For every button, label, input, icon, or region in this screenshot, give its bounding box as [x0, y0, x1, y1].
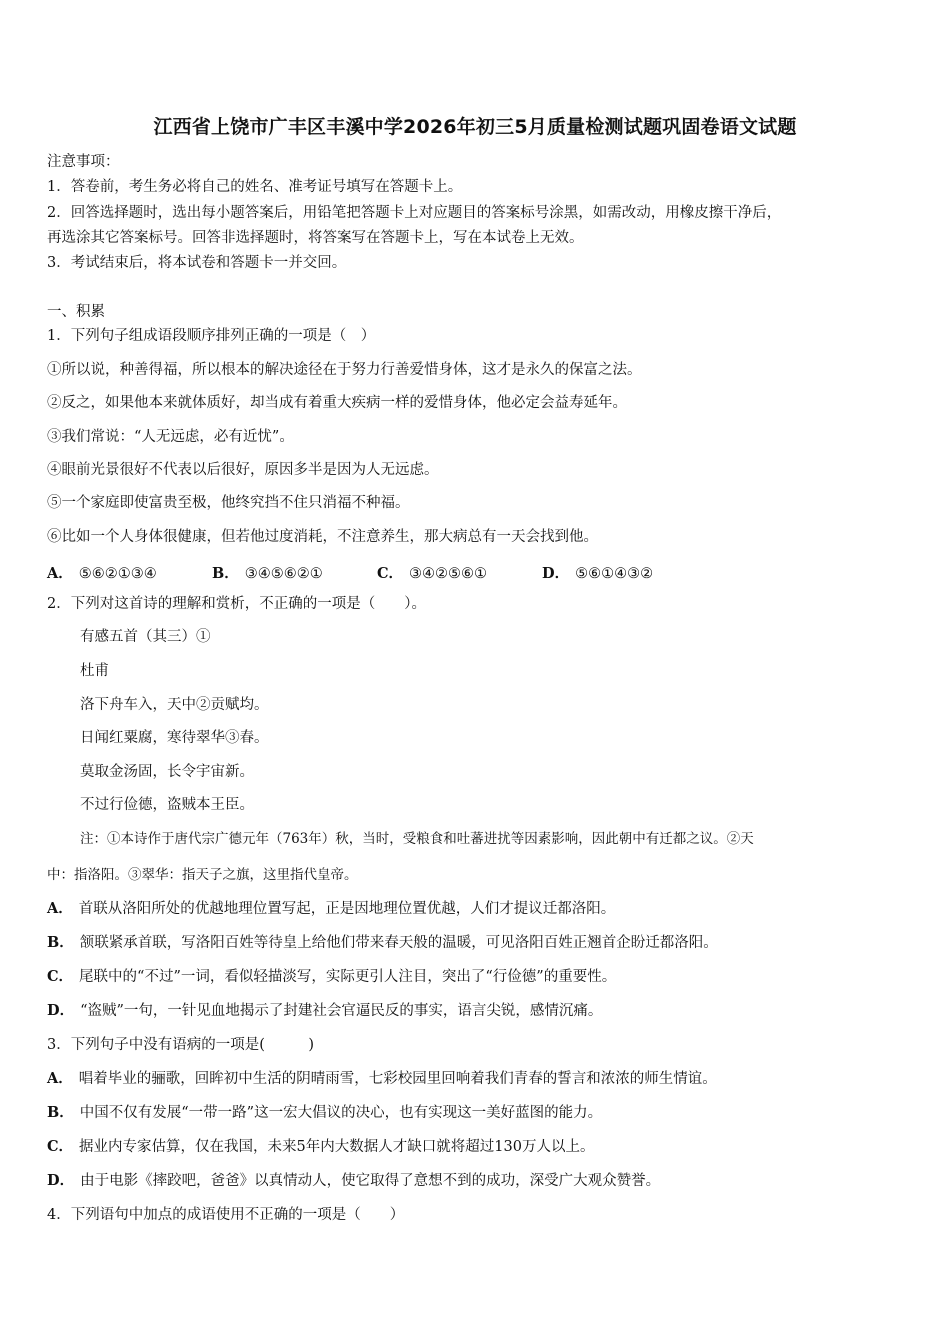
q2-option-b[interactable]: B． 颔联紧承首联，写洛阳百姓等待皇上给他们带来春天般的温暖，可见洛阳百姓正翘首企盼迁都洛阳。	[47, 934, 718, 951]
poem-line: 日闻红粟腐，寒待翠华③春。	[80, 730, 269, 746]
q1-sentence: ③我们常说：“人无远虑，必有近忧”。	[47, 429, 294, 445]
q2-option-a[interactable]: A． 首联从洛阳所处的优越地理位置写起，正是因地理位置优越，人们才提议迁都洛阳。	[47, 900, 616, 917]
q3-option-d[interactable]: D． 由于电影《摔跤吧，爸爸》以真情动人，使它取得了意想不到的成功，深受广大观众赞誉。	[47, 1172, 661, 1189]
poem-note: 注：①本诗作于唐代宗广德元年（763年）秋，当时，受粮食和吐蕃进扰等因素影响，因此朝中有迁都之议。②天	[80, 831, 754, 847]
q1-option-d[interactable]: D． ⑤⑥①④③②	[542, 565, 654, 582]
q1-sentence: ⑤一个家庭即使富贵至极，他终究挡不住只消福不种福。	[47, 495, 410, 511]
q2-option-d[interactable]: D． “盗贼”一句，一针见血地揭示了封建社会官逼民反的事实，语言尖锐，感情沉痛。	[47, 1002, 603, 1019]
poem-line: 洛下舟车入，天中②贡赋均。	[80, 697, 269, 713]
q2-option-c[interactable]: C． 尾联中的“不过”一词，看似轻描淡写，实际更引人注目，突出了“行俭德”的重要性。	[47, 968, 617, 985]
notice-heading: 注意事项：	[47, 154, 120, 170]
poem-author: 杜甫	[80, 663, 109, 679]
page-title: 江西省上饶市广丰区丰溪中学2026年初三5月质量检测试题巩固卷语文试题	[153, 116, 797, 138]
poem-note: 中：指洛阳。③翠华：指天子之旗，这里指代皇帝。	[47, 867, 358, 883]
question-2-stem: 2．下列对这首诗的理解和赏析，不正确的一项是（ ）。	[47, 596, 426, 612]
notice-item: 3．考试结束后，将本试卷和答题卡一并交回。	[47, 255, 347, 271]
notice-item: 再选涂其它答案标号。回答非选择题时，将答案写在答题卡上，写在本试卷上无效。	[47, 230, 584, 246]
q1-sentence: ①所以说，种善得福，所以根本的解决途径在于努力行善爱惜身体，这才是永久的保富之法。	[47, 362, 642, 378]
section-heading: 一、积累	[47, 304, 105, 320]
poem-title: 有感五首（其三）①	[80, 629, 211, 645]
q3-option-a[interactable]: A． 唱着毕业的骊歌，回眸初中生活的阴晴雨雪，七彩校园里回响着我们青春的誓言和浓浓的师生情谊。	[47, 1070, 717, 1087]
notice-item: 1．答卷前，考生务必将自己的姓名、准考证号填写在答题卡上。	[47, 179, 463, 195]
question-3-stem: 3．下列句子中没有语病的一项是( )	[47, 1037, 315, 1053]
q1-sentence: ②反之，如果他本来就体质好，却当成有着重大疾病一样的爱惜身体，他必定会益寿延年。	[47, 395, 627, 411]
question-1-stem: 1．下列句子组成语段顺序排列正确的一项是（ ）	[47, 328, 376, 344]
notice-item: 2．回答选择题时，选出每小题答案后，用铅笔把答题卡上对应题目的答案标号涂黑，如需改动，用橡皮擦干净后，	[47, 205, 782, 221]
poem-line: 莫取金汤固，长令宇宙新。	[80, 764, 254, 780]
q1-sentence: ⑥比如一个人身体很健康，但若他过度消耗，不注意养生，那大病总有一天会找到他。	[47, 529, 598, 545]
poem-line: 不过行俭德，盗贼本王臣。	[80, 797, 254, 813]
q1-option-a[interactable]: A． ⑤⑥②①③④	[47, 565, 157, 582]
q1-option-c[interactable]: C． ③④②⑤⑥①	[377, 565, 488, 582]
q3-option-b[interactable]: B． 中国不仅有发展“一带一路”这一宏大倡议的决心，也有实现这一美好蓝图的能力。	[47, 1104, 603, 1121]
q1-sentence: ④眼前光景很好不代表以后很好，原因多半是因为人无远虑。	[47, 462, 439, 478]
q1-option-b[interactable]: B． ③④⑤⑥②①	[212, 565, 323, 582]
q3-option-c[interactable]: C． 据业内专家估算，仅在我国，未来5年内大数据人才缺口就将超过130万人以上。	[47, 1138, 595, 1155]
question-4-stem: 4．下列语句中加点的成语使用不正确的一项是（ ）	[47, 1207, 405, 1223]
